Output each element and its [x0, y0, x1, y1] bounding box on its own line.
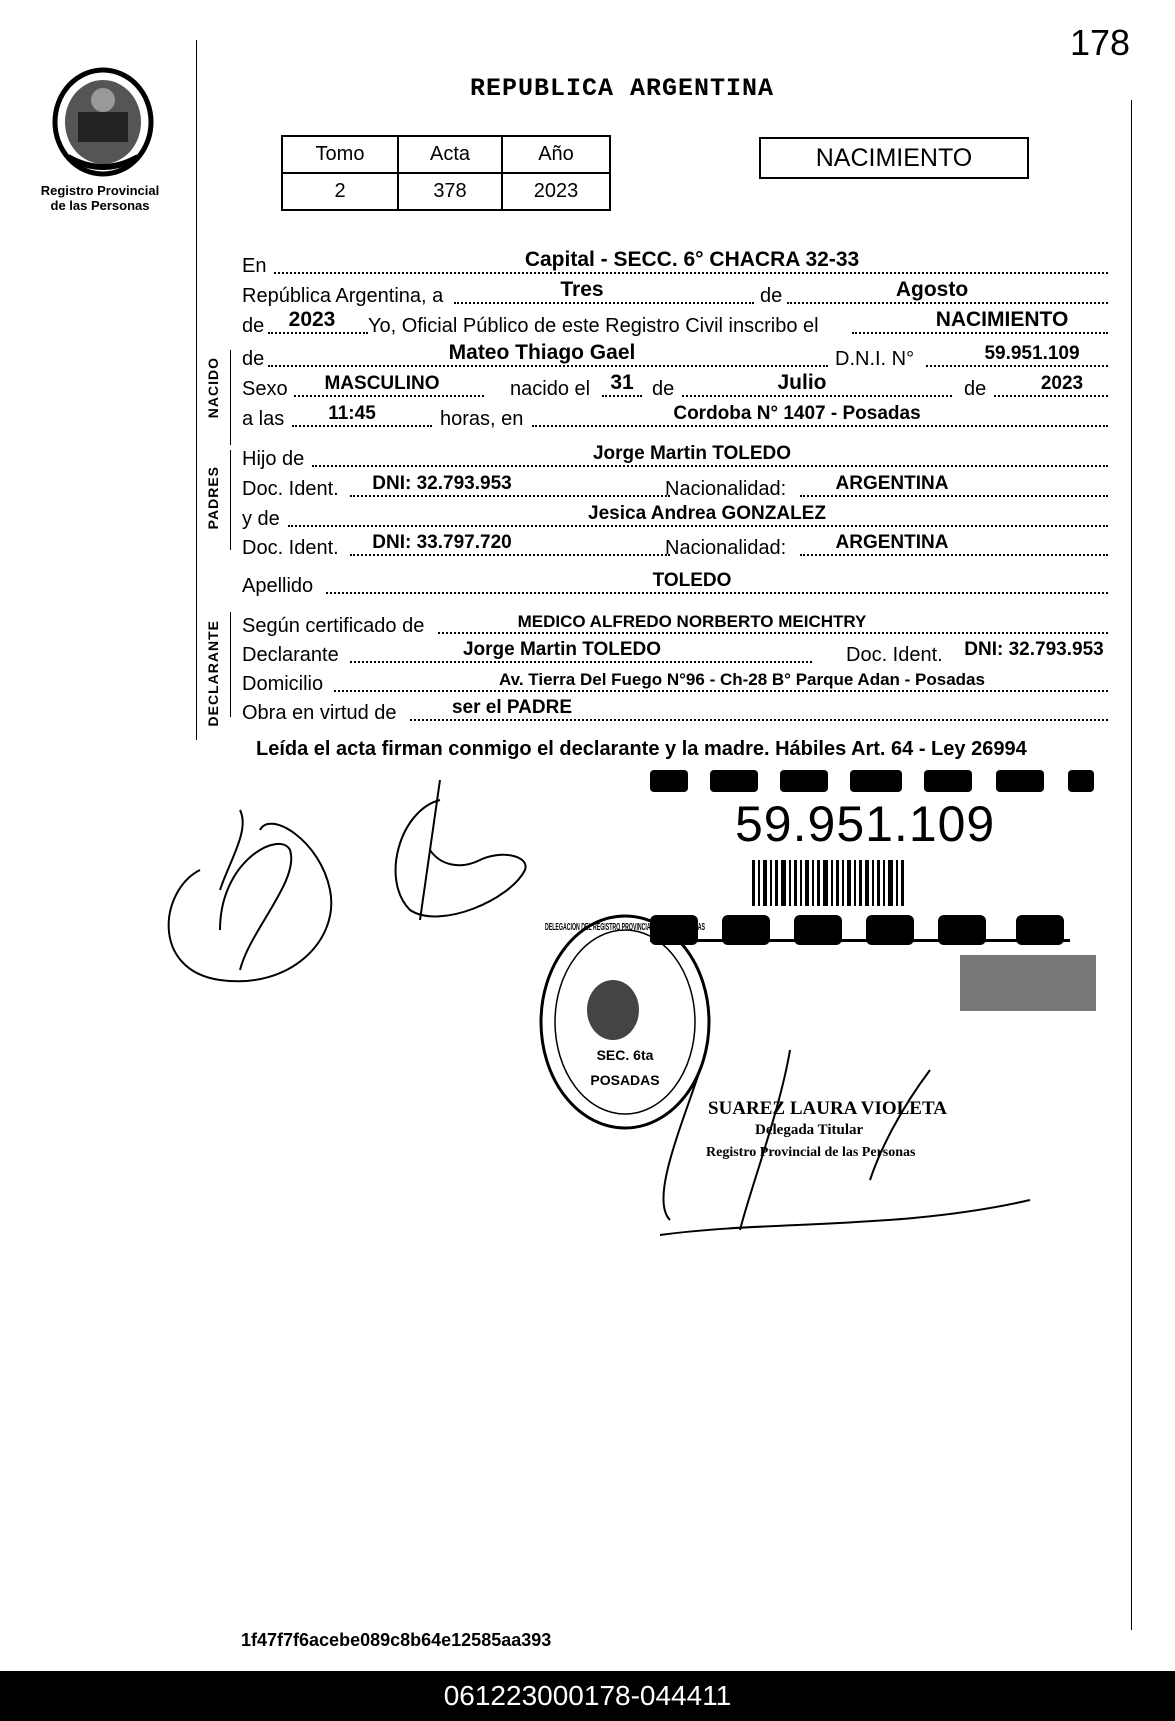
- registry-header-tomo: Tomo: [282, 136, 398, 173]
- value-madre-doc: DNI: 33.797.720: [372, 532, 512, 553]
- value-mes-inscripcion: Agosto: [895, 278, 969, 301]
- document-title: REPUBLICA ARGENTINA: [470, 74, 775, 103]
- label-apellido: Apellido: [242, 575, 314, 597]
- row-apellido: [242, 570, 1110, 600]
- side-label-declarante: DECLARANTE: [205, 620, 221, 727]
- label-sexo: Sexo: [242, 378, 288, 400]
- row-certificado: [242, 610, 1110, 640]
- logo-caption-line1: Registro Provincial: [40, 183, 160, 198]
- stamp-ring-text: DELEGACION DEL REGISTRO PROVINCIAL DE LAS PERSONAS: [545, 922, 706, 933]
- value-declarante-doc: DNI: 32.793.953: [964, 639, 1104, 660]
- value-padre-doc: DNI: 32.793.953: [372, 473, 512, 494]
- value-anio-inscripcion: 2023: [288, 308, 336, 331]
- nacido-bracket: [230, 350, 231, 445]
- official-role: Delegada Titular: [755, 1122, 864, 1138]
- row-hora-lugar: [242, 403, 1110, 433]
- label-obra: Obra en virtud de: [242, 702, 397, 724]
- value-mes-nac: Julio: [777, 371, 827, 394]
- label-nacionalidad-padre: Nacionalidad:: [665, 478, 787, 500]
- value-apellido: TOLEDO: [652, 570, 732, 591]
- label-doc-ident-padre: Doc. Ident.: [242, 478, 339, 500]
- registry-table: [281, 135, 611, 211]
- registry-value-acta: 378: [398, 173, 502, 210]
- official-name: SUAREZ LAURA VIOLETA: [708, 1098, 947, 1119]
- label-domicilio: Domicilio: [242, 673, 324, 695]
- label-declarante: Declarante: [242, 644, 339, 666]
- label-dni: D.N.I. N°: [835, 348, 915, 370]
- label-de-name: de: [242, 348, 265, 370]
- label-doc-ident-madre: Doc. Ident.: [242, 537, 339, 559]
- value-lugar-nac: Cordoba N° 1407 - Posadas: [673, 403, 921, 424]
- logo-caption-line2: de las Personas: [50, 198, 150, 213]
- row-padre-doc: [242, 473, 1110, 503]
- label-en: En: [242, 255, 267, 277]
- label-y-de: y de: [242, 508, 280, 530]
- value-lugar: Capital - SECC. 6° CHACRA 32-33: [524, 248, 860, 271]
- security-pattern-top: [650, 770, 1094, 792]
- stamp-inner-line2: POSADAS: [590, 1072, 660, 1088]
- value-nombre: Mateo Thiago Gael: [448, 341, 636, 364]
- value-dia-nac: 31: [610, 371, 634, 394]
- row-fecha-inscripcion: [242, 280, 1110, 310]
- province-seal-logo: [48, 62, 158, 182]
- value-padre-nac: ARGENTINA: [835, 473, 949, 494]
- registry-value-tomo: 2: [282, 173, 398, 210]
- value-dni: 59.951.109: [984, 343, 1080, 364]
- label-republica: República Argentina, a: [242, 285, 444, 307]
- label-de-dia: de: [652, 378, 675, 400]
- footer-code-bar: 061223000178-044411: [0, 1671, 1175, 1721]
- registry-value-anio: 2023: [502, 173, 610, 210]
- label-hijo-de: Hijo de: [242, 448, 305, 470]
- value-madre-nac: ARGENTINA: [835, 532, 949, 553]
- value-domicilio: Av. Tierra Del Fuego N°96 - Ch-28 B° Parque Adan - Posadas: [499, 670, 985, 689]
- value-madre: Jesica Andrea GONZALEZ: [588, 503, 826, 524]
- value-tipo: NACIMIENTO: [935, 308, 1069, 331]
- label-de: de: [760, 285, 783, 307]
- row-obra: [242, 697, 1110, 727]
- right-margin-line: [1131, 100, 1132, 1630]
- row-lugar: [242, 250, 1110, 280]
- row-sexo-fecha: [242, 373, 1110, 403]
- row-padre: [242, 443, 1110, 473]
- stamp-inner-line1: SEC. 6ta: [596, 1047, 654, 1063]
- row-madre-doc: [242, 532, 1110, 562]
- row-declarante: [242, 639, 1110, 669]
- value-hora: 11:45: [328, 403, 376, 424]
- logo-caption: [30, 183, 170, 213]
- official-office: Registro Provincial de las Personas: [706, 1145, 916, 1160]
- label-horas-en: horas, en: [440, 408, 524, 430]
- value-sexo: MASCULINO: [324, 373, 440, 394]
- value-declarante: Jorge Martin TOLEDO: [462, 639, 662, 660]
- barcode-number: 59.951.109: [735, 796, 996, 852]
- document-hash: 1f47f7f6acebe089c8b64e12585aa393: [241, 1630, 552, 1650]
- value-anio-nac: 2023: [1040, 373, 1084, 394]
- label-de-mes: de: [964, 378, 987, 400]
- row-nombre: [242, 343, 1110, 373]
- side-label-padres: PADRES: [205, 466, 221, 530]
- label-yo-oficial: Yo, Oficial Público de este Registro Civil inscribo el: [368, 315, 819, 337]
- label-nacionalidad-madre: Nacionalidad:: [665, 537, 787, 559]
- value-dia-inscripcion: Tres: [560, 278, 604, 301]
- value-obra: ser el PADRE: [451, 697, 573, 718]
- side-label-nacido: NACIDO: [205, 357, 221, 419]
- label-nacido-el: nacido el: [510, 378, 591, 400]
- padres-bracket: [230, 450, 231, 550]
- value-padre: Jorge Martin TOLEDO: [592, 443, 792, 464]
- label-a-las: a las: [242, 408, 285, 430]
- stamp-portrait: [587, 980, 639, 1040]
- value-certificado: MEDICO ALFREDO NORBERTO MEICHTRY: [517, 612, 867, 631]
- label-doc-ident-declarante: Doc. Ident.: [846, 644, 943, 666]
- declarante-bracket: [230, 612, 231, 717]
- signature-madre: [380, 770, 540, 930]
- act-type-box: NACIMIENTO: [759, 137, 1029, 179]
- registry-header-anio: Año: [502, 136, 610, 173]
- security-pattern-bottom: [650, 915, 1100, 1025]
- registry-header-acta: Acta: [398, 136, 502, 173]
- stamp-seal-box: [960, 955, 1096, 1011]
- row-anio-tipo: [242, 310, 1110, 340]
- left-margin-line: [196, 40, 197, 740]
- barcode-bars: [752, 860, 904, 906]
- page-number: 178: [1070, 22, 1131, 63]
- closing-text: Leída el acta firman conmigo el declarante y la madre. Hábiles Art. 64 - Ley 26994: [256, 738, 1027, 760]
- label-segun-cert: Según certificado de: [242, 615, 425, 637]
- row-domicilio: [242, 668, 1110, 698]
- label-de-year: de: [242, 315, 265, 337]
- row-madre: [242, 503, 1110, 533]
